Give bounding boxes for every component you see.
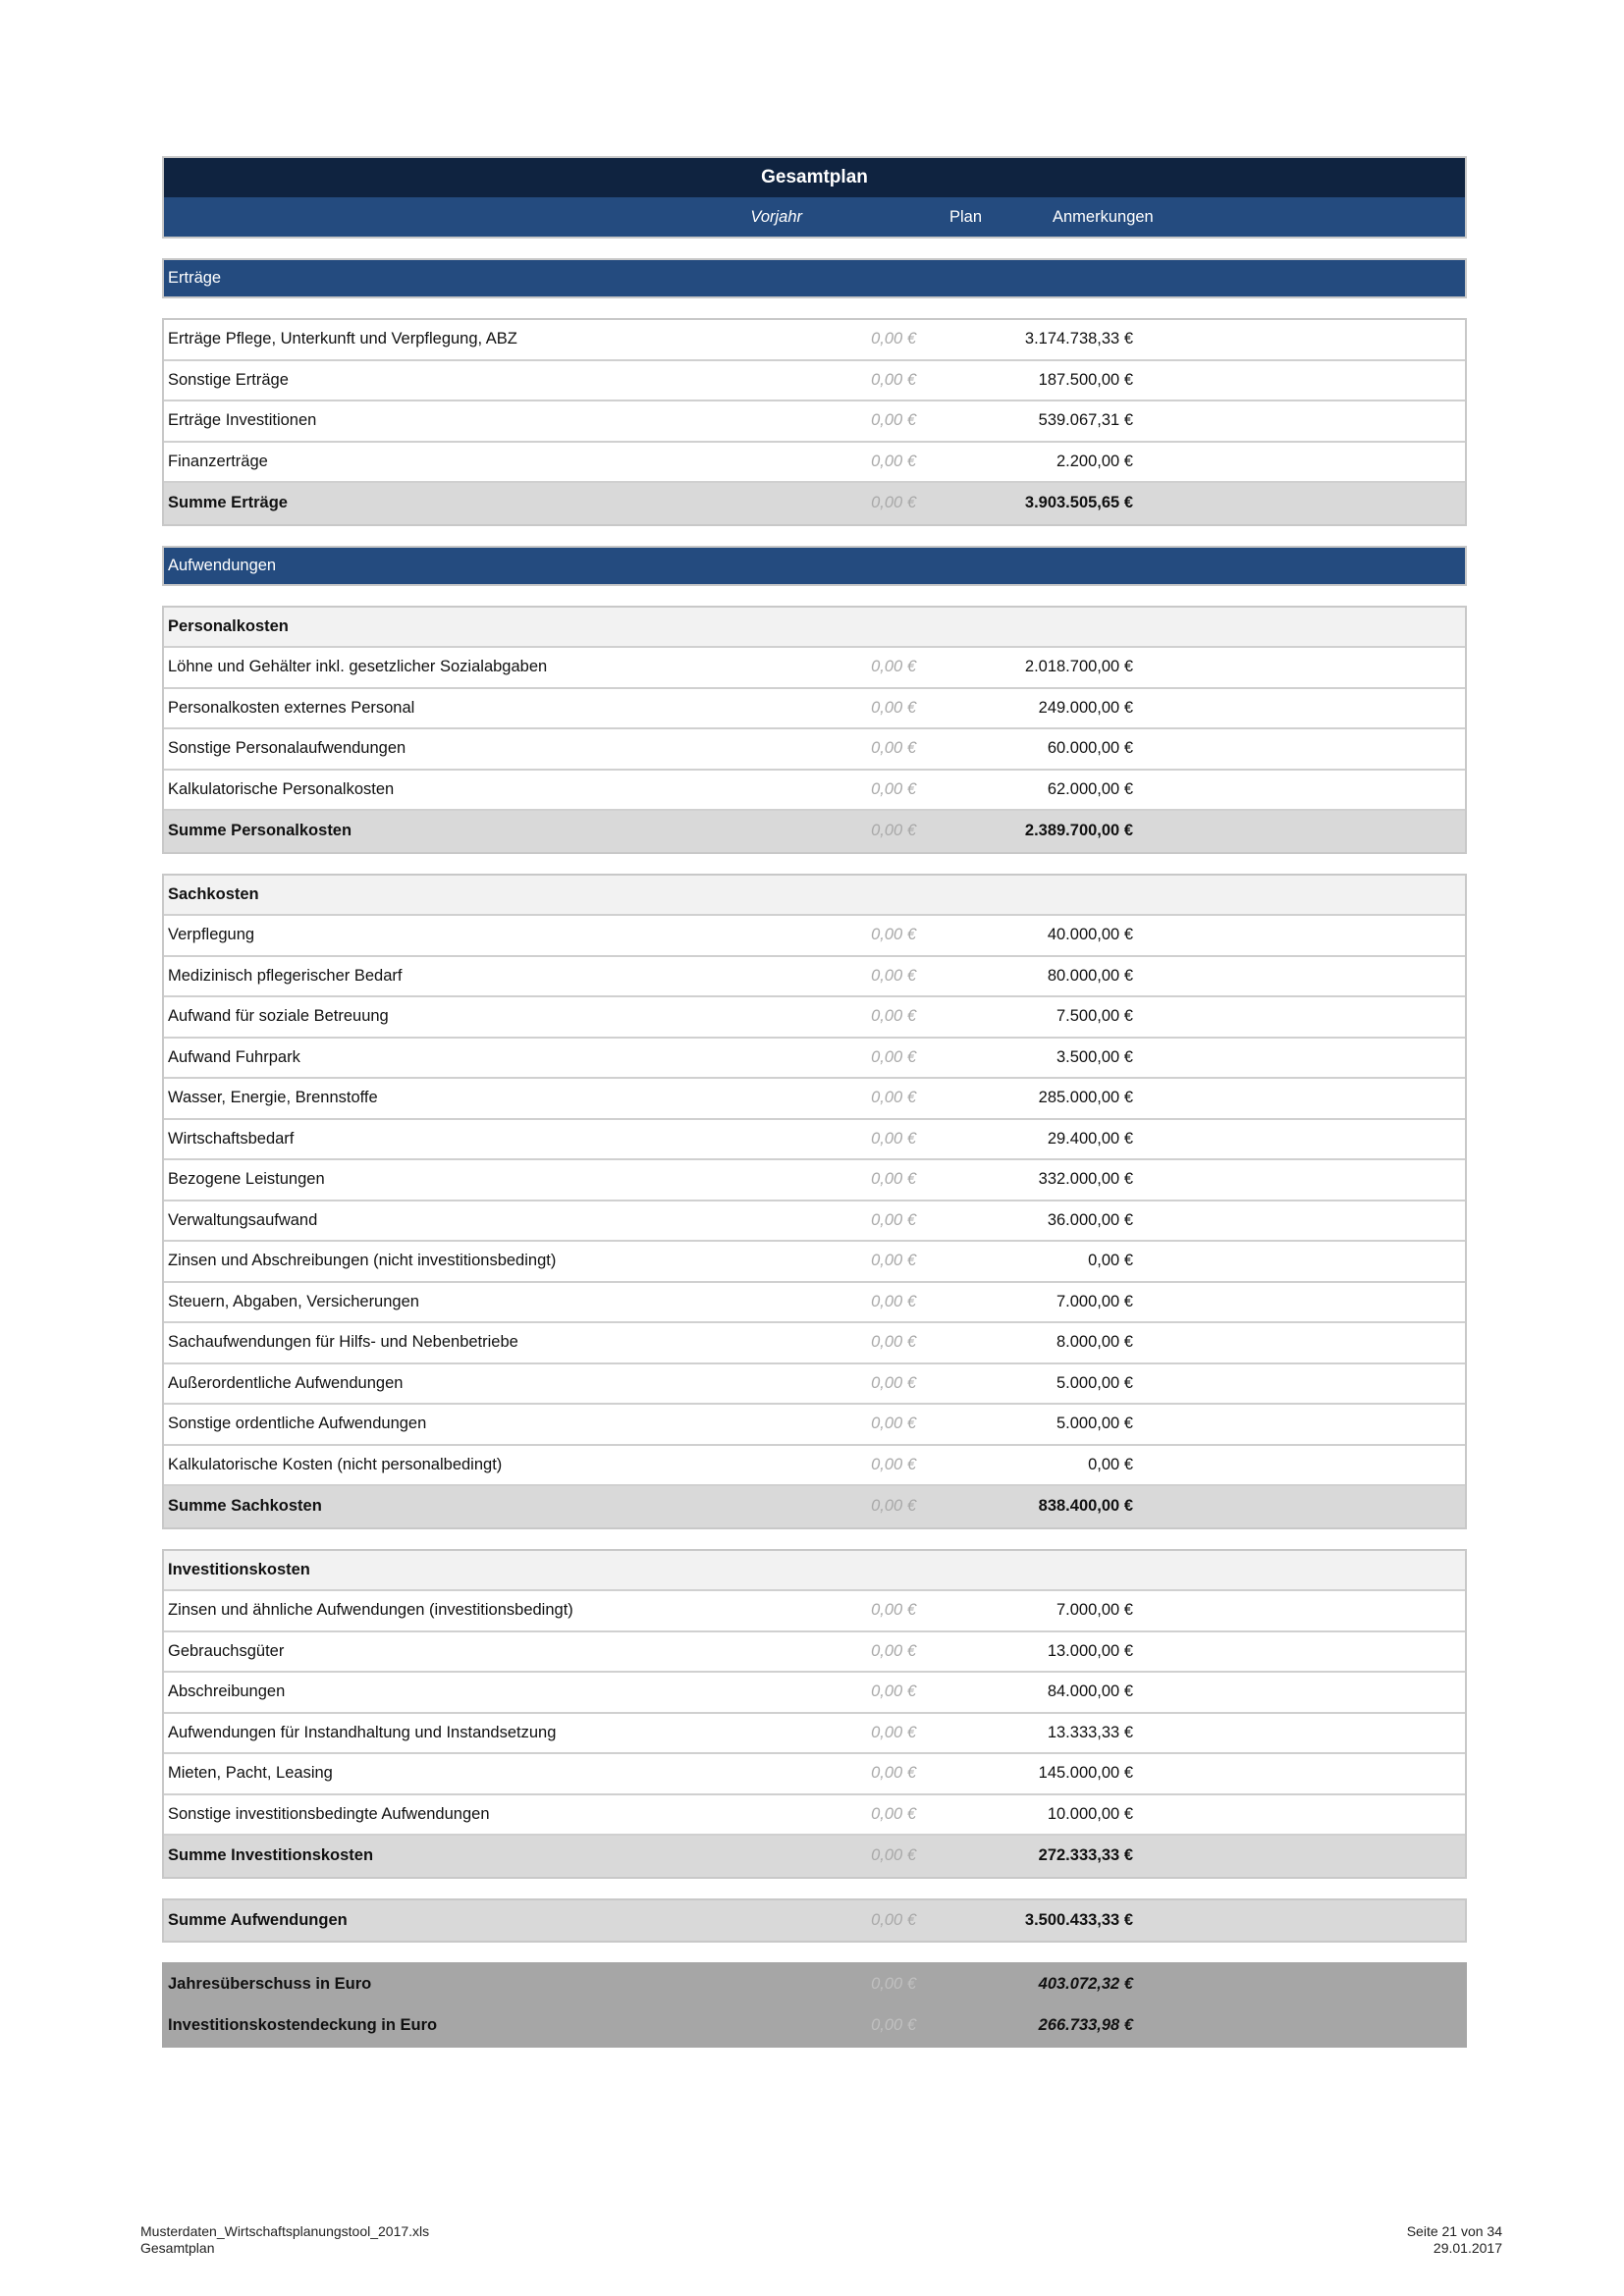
row-vorjahr-value: 0,00 € xyxy=(871,1804,916,1823)
table-row xyxy=(164,1283,1465,1324)
table-row xyxy=(164,689,1465,730)
row-plan-value: 13.333,33 € xyxy=(1047,1723,1133,1741)
row-vorjahr-value: 0,00 € xyxy=(871,1252,916,1270)
row-label: Summe Sachkosten xyxy=(168,1497,322,1516)
page-title: Gesamtplan xyxy=(162,156,1467,197)
column-header-anmerkungen: Anmerkungen xyxy=(1053,207,1154,226)
row-label: Sonstige Erträge xyxy=(168,370,289,389)
column-header-row xyxy=(162,197,1467,239)
row-plan-value: 60.000,00 € xyxy=(1047,739,1133,758)
row-plan-value: 3.500,00 € xyxy=(1056,1047,1133,1066)
sum-row-aufwendungen xyxy=(164,1900,1465,1942)
row-vorjahr-value: 0,00 € xyxy=(871,1333,916,1352)
footer-sheetname: Gesamtplan xyxy=(140,2240,215,2256)
subheading-sachkosten xyxy=(164,876,1465,917)
table-row xyxy=(164,997,1465,1039)
group-ergebnis xyxy=(162,1962,1467,2048)
row-vorjahr-value: 0,00 € xyxy=(871,966,916,985)
row-vorjahr-value: 0,00 € xyxy=(871,1373,916,1392)
row-plan-value: 10.000,00 € xyxy=(1047,1804,1133,1823)
table-row xyxy=(164,1795,1465,1837)
section-ertraege: Erträge xyxy=(162,258,1467,298)
row-vorjahr-value: 0,00 € xyxy=(871,1910,916,1929)
table-row xyxy=(164,1632,1465,1674)
row-vorjahr-value: 0,00 € xyxy=(871,1210,916,1229)
row-label: Sachaufwendungen für Hilfs- und Nebenbetriebe xyxy=(168,1333,518,1352)
sum-row-sachkosten xyxy=(164,1486,1465,1527)
row-label: Aufwendungen für Instandhaltung und Instandsetzung xyxy=(168,1723,557,1741)
table-row xyxy=(164,1120,1465,1161)
row-label: Gebrauchsgüter xyxy=(168,1641,285,1660)
subheading-personalkosten xyxy=(164,608,1465,649)
row-label: Jahresüberschuss in Euro xyxy=(168,1975,372,1994)
row-plan-value: 13.000,00 € xyxy=(1047,1641,1133,1660)
row-label: Verpflegung xyxy=(168,926,255,944)
row-vorjahr-value: 0,00 € xyxy=(871,739,916,758)
subheading-label: Sachkosten xyxy=(168,884,259,903)
row-vorjahr-value: 0,00 € xyxy=(871,1455,916,1473)
table-row xyxy=(164,1446,1465,1487)
row-label: Summe Investitionskosten xyxy=(168,1846,374,1865)
row-plan-value: 5.000,00 € xyxy=(1056,1415,1133,1433)
table-row xyxy=(164,1673,1465,1714)
row-plan-value: 3.174.738,33 € xyxy=(1024,330,1133,348)
table-row xyxy=(164,1201,1465,1243)
gesamtplan-sheet xyxy=(162,156,1467,2048)
row-plan-value: 332.000,00 € xyxy=(1038,1170,1133,1189)
section-aufwendungen: Aufwendungen xyxy=(162,546,1467,586)
row-vorjahr-value: 0,00 € xyxy=(871,1497,916,1516)
row-label: Zinsen und Abschreibungen (nicht investitionsbedingt) xyxy=(168,1252,557,1270)
row-plan-value: 145.000,00 € xyxy=(1038,1764,1133,1783)
sum-row-personalkosten xyxy=(164,811,1465,852)
row-plan-value: 29.400,00 € xyxy=(1047,1129,1133,1148)
table-row xyxy=(164,1079,1465,1120)
row-vorjahr-value: 0,00 € xyxy=(871,1846,916,1865)
row-vorjahr-value: 0,00 € xyxy=(871,1292,916,1310)
subheading-label: Investitionskosten xyxy=(168,1560,310,1578)
row-plan-value: 285.000,00 € xyxy=(1038,1089,1133,1107)
row-plan-value: 266.733,98 € xyxy=(1038,2015,1133,2034)
footer-right xyxy=(1407,2223,1502,2257)
row-label: Steuern, Abgaben, Versicherungen xyxy=(168,1292,419,1310)
row-plan-value: 403.072,32 € xyxy=(1038,1975,1133,1994)
row-vorjahr-value: 0,00 € xyxy=(871,411,916,430)
table-row xyxy=(164,1242,1465,1283)
column-header-vorjahr: Vorjahr xyxy=(750,207,802,226)
row-vorjahr-value: 0,00 € xyxy=(871,452,916,470)
row-plan-value: 7.000,00 € xyxy=(1056,1601,1133,1620)
row-plan-value: 5.000,00 € xyxy=(1056,1373,1133,1392)
row-plan-value: 40.000,00 € xyxy=(1047,926,1133,944)
row-plan-value: 36.000,00 € xyxy=(1047,1210,1133,1229)
row-label: Erträge Pflege, Unterkunft und Verpflegung, ABZ xyxy=(168,330,517,348)
table-row xyxy=(164,648,1465,689)
row-vorjahr-value: 0,00 € xyxy=(871,494,916,512)
row-label: Summe Aufwendungen xyxy=(168,1910,348,1929)
table-row xyxy=(164,1160,1465,1201)
row-vorjahr-value: 0,00 € xyxy=(871,1129,916,1148)
row-plan-value: 539.067,31 € xyxy=(1038,411,1133,430)
row-label: Sonstige ordentliche Aufwendungen xyxy=(168,1415,427,1433)
row-vorjahr-value: 0,00 € xyxy=(871,1975,916,1994)
table-row xyxy=(164,771,1465,812)
row-label: Investitionskostendeckung in Euro xyxy=(168,2015,438,2034)
row-plan-value: 3.500.433,33 € xyxy=(1024,1910,1133,1929)
row-plan-value: 272.333,33 € xyxy=(1038,1846,1133,1865)
row-label: Kalkulatorische Kosten (nicht personalbedingt) xyxy=(168,1455,503,1473)
row-vorjahr-value: 0,00 € xyxy=(871,1601,916,1620)
row-label: Personalkosten externes Personal xyxy=(168,698,415,717)
row-plan-value: 249.000,00 € xyxy=(1038,698,1133,717)
row-plan-value: 84.000,00 € xyxy=(1047,1682,1133,1701)
footer-page-number: Seite 21 von 34 xyxy=(1406,2223,1502,2239)
column-header-plan: Plan xyxy=(949,207,983,226)
row-vorjahr-value: 0,00 € xyxy=(871,330,916,348)
row-vorjahr-value: 0,00 € xyxy=(871,658,916,676)
row-label: Erträge Investitionen xyxy=(168,411,317,430)
row-label: Mieten, Pacht, Leasing xyxy=(168,1764,333,1783)
row-label: Sonstige investitionsbedingte Aufwendungen xyxy=(168,1804,490,1823)
row-label: Bezogene Leistungen xyxy=(168,1170,325,1189)
table-row xyxy=(164,957,1465,998)
group-personalkosten xyxy=(162,606,1467,854)
row-plan-value: 2.018.700,00 € xyxy=(1024,658,1133,676)
row-plan-value: 2.389.700,00 € xyxy=(1024,822,1133,840)
group-summe-aufwendungen xyxy=(162,1898,1467,1944)
row-vorjahr-value: 0,00 € xyxy=(871,1682,916,1701)
row-plan-value: 187.500,00 € xyxy=(1038,370,1133,389)
row-label: Abschreibungen xyxy=(168,1682,286,1701)
row-plan-value: 7.500,00 € xyxy=(1056,1007,1133,1026)
row-plan-value: 80.000,00 € xyxy=(1047,966,1133,985)
row-label: Summe Personalkosten xyxy=(168,822,352,840)
row-vorjahr-value: 0,00 € xyxy=(871,926,916,944)
group-sachkosten xyxy=(162,874,1467,1529)
row-plan-value: 838.400,00 € xyxy=(1038,1497,1133,1516)
table-row xyxy=(164,1405,1465,1446)
row-vorjahr-value: 0,00 € xyxy=(871,1089,916,1107)
row-vorjahr-value: 0,00 € xyxy=(871,1047,916,1066)
row-vorjahr-value: 0,00 € xyxy=(871,779,916,798)
row-label: Zinsen und ähnliche Aufwendungen (investitionsbedingt) xyxy=(168,1601,573,1620)
row-plan-value: 3.903.505,65 € xyxy=(1024,494,1133,512)
row-label: Aufwand für soziale Betreuung xyxy=(168,1007,389,1026)
table-row xyxy=(164,1039,1465,1080)
row-label: Finanzerträge xyxy=(168,452,268,470)
row-vorjahr-value: 0,00 € xyxy=(871,2015,916,2034)
row-vorjahr-value: 0,00 € xyxy=(871,698,916,717)
footer-left xyxy=(140,2223,429,2257)
row-label: Summe Erträge xyxy=(168,494,288,512)
row-label: Außerordentliche Aufwendungen xyxy=(168,1373,404,1392)
row-label: Aufwand Fuhrpark xyxy=(168,1047,300,1066)
row-label: Sonstige Personalaufwendungen xyxy=(168,739,406,758)
result-row-investitionskostendeckung xyxy=(164,2005,1465,2047)
row-plan-value: 62.000,00 € xyxy=(1047,779,1133,798)
table-row xyxy=(164,361,1465,402)
table-row xyxy=(164,401,1465,443)
row-vorjahr-value: 0,00 € xyxy=(871,1723,916,1741)
row-vorjahr-value: 0,00 € xyxy=(871,1170,916,1189)
result-row-jahresueberschuss xyxy=(164,1964,1465,2005)
row-label: Löhne und Gehälter inkl. gesetzlicher Sozialabgaben xyxy=(168,658,548,676)
row-vorjahr-value: 0,00 € xyxy=(871,1415,916,1433)
row-plan-value: 8.000,00 € xyxy=(1056,1333,1133,1352)
table-row xyxy=(164,1591,1465,1632)
footer-filename: Musterdaten_Wirtschaftsplanungstool_2017.xls xyxy=(140,2223,430,2239)
row-plan-value: 2.200,00 € xyxy=(1056,452,1133,470)
row-plan-value: 0,00 € xyxy=(1088,1252,1133,1270)
table-row xyxy=(164,1323,1465,1364)
row-vorjahr-value: 0,00 € xyxy=(871,1641,916,1660)
row-plan-value: 0,00 € xyxy=(1088,1455,1133,1473)
table-row xyxy=(164,916,1465,957)
footer-date: 29.01.2017 xyxy=(1433,2240,1502,2256)
row-vorjahr-value: 0,00 € xyxy=(871,370,916,389)
row-label: Wirtschaftsbedarf xyxy=(168,1129,295,1148)
table-row xyxy=(164,729,1465,771)
sum-row-investitionskosten xyxy=(164,1836,1465,1877)
row-label: Wasser, Energie, Brennstoffe xyxy=(168,1089,378,1107)
table-row xyxy=(164,443,1465,484)
table-row xyxy=(164,1714,1465,1755)
row-vorjahr-value: 0,00 € xyxy=(871,1007,916,1026)
table-row xyxy=(164,320,1465,361)
row-vorjahr-value: 0,00 € xyxy=(871,822,916,840)
row-label: Verwaltungsaufwand xyxy=(168,1210,318,1229)
sum-row-ertraege xyxy=(164,483,1465,524)
group-investitionskosten xyxy=(162,1549,1467,1879)
table-row xyxy=(164,1754,1465,1795)
row-label: Kalkulatorische Personalkosten xyxy=(168,779,395,798)
table-row xyxy=(164,1364,1465,1406)
row-vorjahr-value: 0,00 € xyxy=(871,1764,916,1783)
group-ertraege xyxy=(162,318,1467,526)
subheading-label: Personalkosten xyxy=(168,616,289,635)
subheading-investitionskosten xyxy=(164,1551,1465,1592)
row-label: Medizinisch pflegerischer Bedarf xyxy=(168,966,403,985)
row-plan-value: 7.000,00 € xyxy=(1056,1292,1133,1310)
